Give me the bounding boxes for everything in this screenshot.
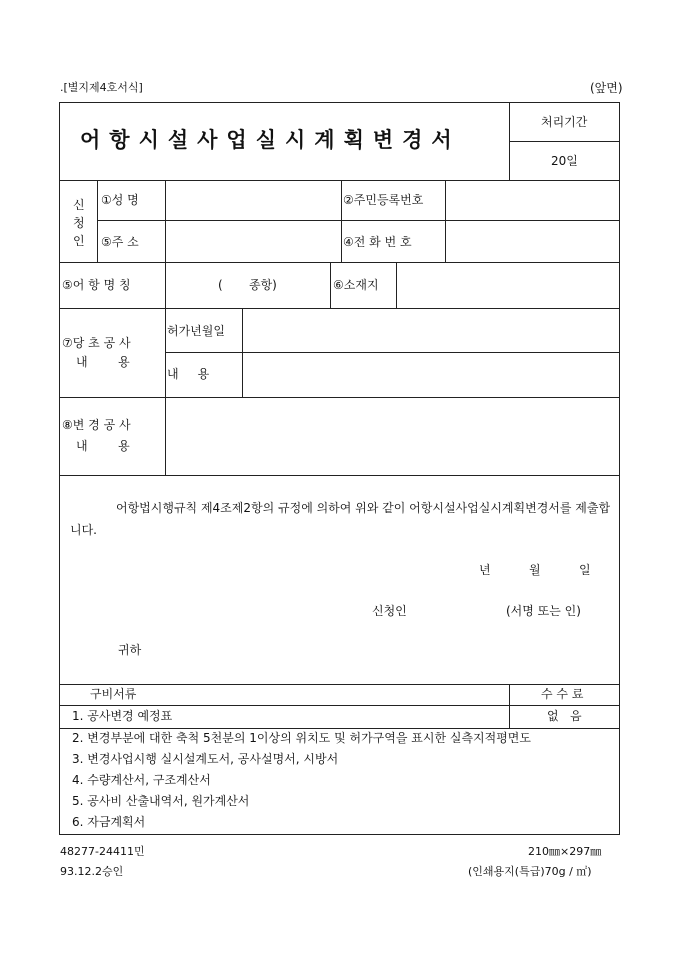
resident-id-label: ②주민등록번호 [343, 193, 424, 207]
document-item: 6. 자금계획서 [72, 815, 146, 829]
original-work-label: ⑦당 초 공 사 [62, 336, 131, 350]
processing-period-label: 처리기간 [541, 115, 588, 129]
form-frame [59, 102, 620, 835]
approval-date: 93.12.2승인 [60, 865, 124, 878]
applicant-name-label: ①성 명 [101, 193, 139, 207]
form-title: 어항시설사업실시계획변경서 [80, 127, 461, 152]
document-item: 2. 변경부분에 대한 축척 5천분의 1이상의 위치도 및 허가구역을 표시한 실측지적평면도 [72, 731, 531, 745]
port-type-field[interactable]: 종항) [249, 278, 277, 292]
port-name-label: ⑤어 항 명 칭 [62, 278, 131, 292]
phone-label: ④전 화 번 호 [343, 235, 412, 249]
form-number: .[별지제4호서식] [60, 81, 143, 94]
signer-label: 신청인 [372, 604, 407, 618]
applicant-group-label: 신 청 인 [73, 198, 85, 248]
changed-work-label-line2: 내 용 [76, 439, 130, 453]
document-item: 1. 공사변경 예정표 [72, 709, 173, 723]
date-day-label: 일 [579, 563, 591, 577]
permit-date-label: 허가년월일 [167, 324, 225, 338]
document-item: 4. 수량계산서, 구조계산서 [72, 773, 211, 787]
paper-spec: (인쇄용지(특급)70g / ㎡) [468, 865, 592, 878]
addressee-label: 귀하 [118, 643, 142, 657]
date-year-label: 년 [479, 563, 491, 577]
changed-work-label: ⑧변 경 공 사 [62, 418, 131, 432]
original-content-label: 내 용 [167, 367, 210, 381]
applicant-address-label: ⑤주 소 [101, 235, 139, 249]
location-label: ⑥소재지 [333, 278, 379, 292]
document-item: 3. 변경사업시행 실시설계도서, 공사설명서, 시방서 [72, 752, 339, 766]
date-month-label: 월 [529, 563, 541, 577]
original-work-label-line2: 내 용 [76, 355, 130, 369]
port-name-open: ( [218, 278, 223, 292]
fee-value: 없 음 [547, 709, 582, 723]
signature-label: (서명 또는 인) [506, 604, 581, 618]
document-item: 5. 공사비 산출내역서, 원가계산서 [72, 794, 250, 808]
statement-body: 어항법시행규칙 제4조제2항의 규정에 의하여 위와 같이 어항시설사업실시계획변경서를 제출합니다. [70, 501, 611, 537]
page-side-label: (앞면) [590, 81, 623, 95]
form-code: 48277-24411민 [60, 845, 145, 858]
processing-period-value: 20일 [551, 154, 578, 168]
documents-header: 구비서류 [90, 687, 137, 701]
paper-size: 210㎜×297㎜ [528, 845, 602, 858]
fee-header: 수 수 료 [541, 687, 584, 701]
